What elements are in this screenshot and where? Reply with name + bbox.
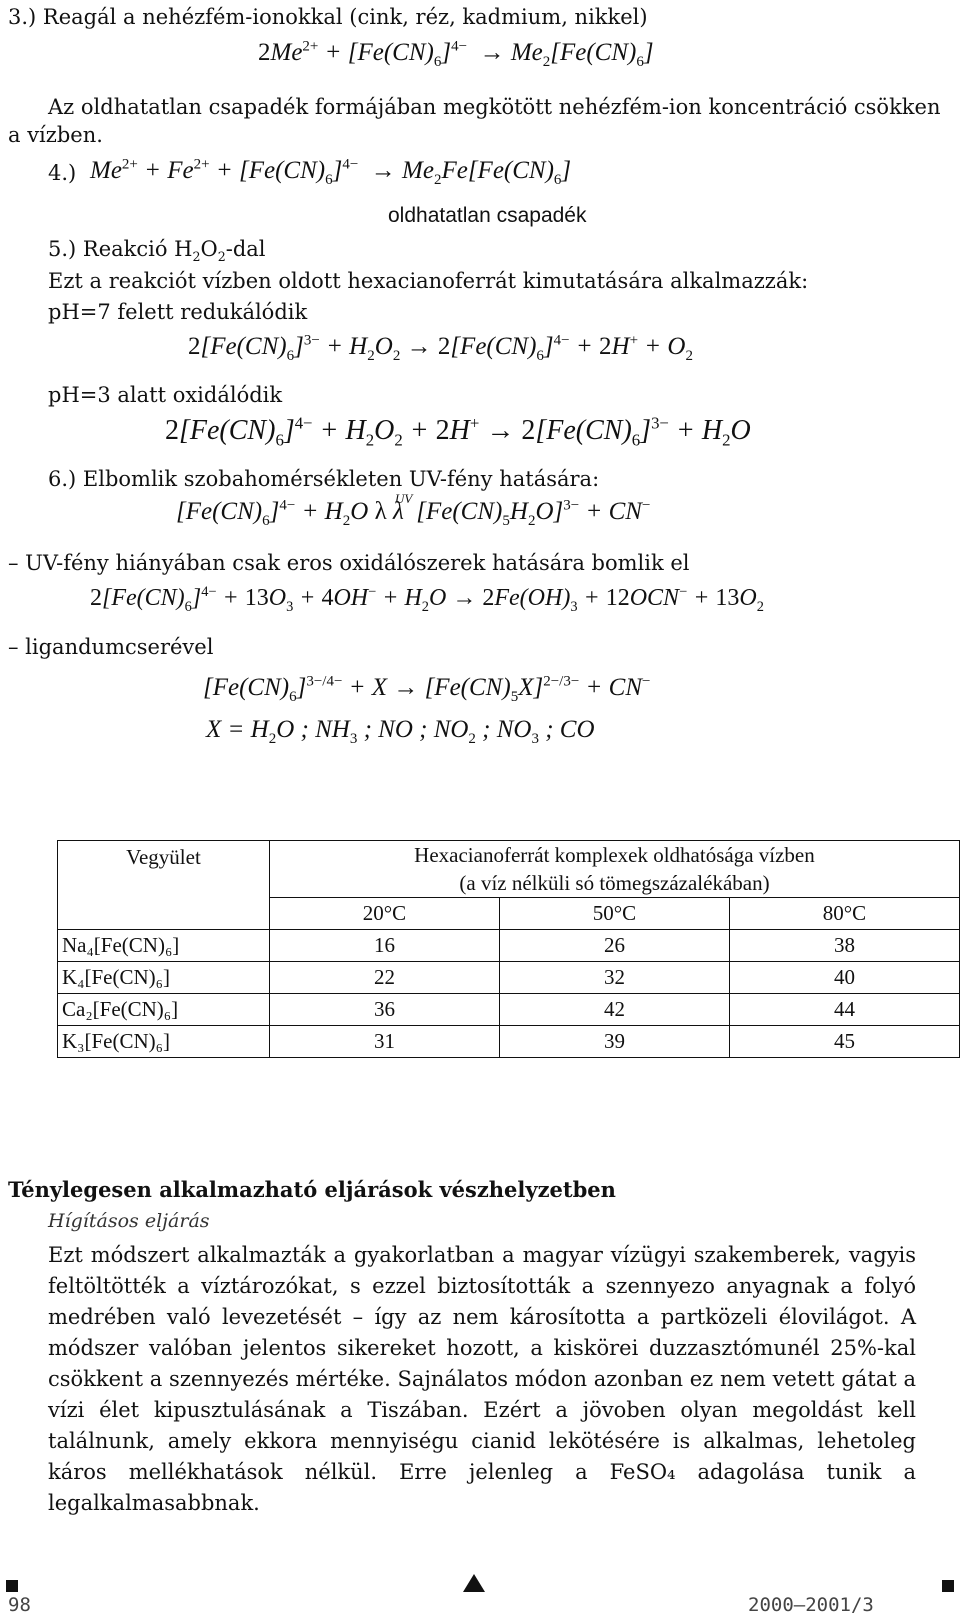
solubility-table <box>57 840 960 1058</box>
section3-text-line1: Az oldhatatlan csapadék formájában megkötött nehézfém-ion koncentráció csökken <box>48 95 941 119</box>
section5-title: 5.) Reakció $H_2O_2$-dal <box>48 237 266 265</box>
table-row <box>58 994 960 1026</box>
section5-line3: pH=3 alatt oxidálódik <box>48 383 283 407</box>
corner-marker <box>6 1580 18 1592</box>
table-header-solubility-note: (a víz nélküli só tömegszázalékában) <box>269 869 959 898</box>
center-marker <box>463 1574 485 1592</box>
section3-title: 3.) Reagál a nehézfém-ionokkal (cink, réz, kadmium, nikkel) <box>8 5 648 29</box>
section4-label: 4.) <box>48 161 77 185</box>
table-row <box>58 930 960 962</box>
section4-note: oldhatatlan csapadék <box>388 204 587 227</box>
table-cell-value: 39 <box>499 1026 729 1058</box>
table-header-temp: 80°C <box>729 898 959 930</box>
corner-marker <box>942 1580 954 1592</box>
equation-mixed-precipitate: $Me^{2+} + Fe^{2+} + [Fe(CN)_6]^{4-} \to Me_2Fe[Fe(CN)_6]$ <box>90 156 572 188</box>
equation-ligand-exchange: $[Fe(CN)_6]^{3-/4-} + X \to [Fe(CN)_5X]^{2-/3-} + CN^-$ <box>203 673 651 705</box>
section6-title: 6.) Elbomlik szobahomérsékleten UV-fény hatására: <box>48 467 600 491</box>
table-cell-compound: K₃[Fe(CN)₆] <box>58 1026 270 1058</box>
table-cell-value: 26 <box>499 930 729 962</box>
table-cell-value: 45 <box>729 1026 959 1058</box>
table-header-solubility: Hexacianoferrát komplexek oldhatósága vízben <box>269 841 959 870</box>
section5-line1: Ezt a reakciót vízben oldott hexacianoferrát kimutatására alkalmazzák: <box>48 269 809 293</box>
section-heading: Ténylegesen alkalmazható eljárások vészhelyzetben <box>8 1177 616 1202</box>
equation-reduction: $2[Fe(CN)_6]^{3-} + H_2O_2 \to 2[Fe(CN)_6]^{4-} + 2H^+ + O_2$ <box>188 332 693 364</box>
body-paragraph-text: Ezt módszert alkalmazták a gyakorlatban a magyar vízügyi szakemberek, vagyis feltöltötték a víztározókat, s ezzel biztosították a szennyezo anyagnak a folyó medrében való levezetését – így az nem károsította a partközeli élovilágot. A módszer valóban jelentos sikereket hozott, a kiskörei duzzasztómunél 25%-kal csökkent a szennyezés mértéke. Sajnálatos módon azonban ez nem vetett gátat a vízi élet kipusztulásának a Tiszában. Ezért a jövoben olyan megoldást kell találnunk, amely ekkora mennyiségu cianid lekötésére is alkalmas, lehetoleg káros mellékhatások nélkül. Erre jelenleg a FeSO₄ adagolása tunik a legalkalmasabbnak. <box>48 1243 916 1515</box>
table-header-temp: 20°C <box>269 898 499 930</box>
section3-text-line2: a vízben. <box>8 123 103 147</box>
equation-heavy-metal: $2Me^{2+} + [Fe(CN)_6]^{4-} \to Me_2[Fe(CN)_6]$ <box>258 38 654 70</box>
table-cell-value: 38 <box>729 930 959 962</box>
table-cell-compound: K₄[Fe(CN)₆] <box>58 962 270 994</box>
equation-uv-decomposition: $[Fe(CN)_6]^{4-} + H_2O$ λ UV λ $[Fe(CN)_5H_2O]^{3-} + CN^-$ <box>176 491 651 529</box>
table-cell-value: 44 <box>729 994 959 1026</box>
table-cell-value: 42 <box>499 994 729 1026</box>
table-row <box>58 1026 960 1058</box>
table-cell-value: 40 <box>729 962 959 994</box>
section-subheading: Hígításos eljárás <box>48 1210 210 1232</box>
table-header-compound: Vegyület <box>58 841 270 930</box>
equation-ligand-list: $X = H_2O$ ; $NH_3$ ; NO ; $NO_2$ ; $NO_3$ ; CO <box>206 716 595 747</box>
table-header-temp: 50°C <box>499 898 729 930</box>
equation-ozone: $2[Fe(CN)_6]^{4-} + 13O_3 + 4OH^- + H_2O \to 2Fe(OH)_3 + 12OCN^- + 13O_2$ <box>90 584 764 615</box>
table-cell-compound: Ca₂[Fe(CN)₆] <box>58 994 270 1026</box>
table-cell-value: 22 <box>269 962 499 994</box>
table-cell-value: 31 <box>269 1026 499 1058</box>
table-cell-value: 16 <box>269 930 499 962</box>
equation-oxidation: $2[Fe(CN)_6]^{4-} + H_2O_2 + 2H^+ \to 2[Fe(CN)_6]^{3-} + H_2O$ <box>165 413 751 450</box>
issue-number: 2000–2001/3 <box>748 1594 874 1616</box>
section5-line2: pH=7 felett redukálódik <box>48 300 308 324</box>
table-cell-compound: Na₄[Fe(CN)₆] <box>58 930 270 962</box>
page-number: 98 <box>8 1594 31 1616</box>
table-row <box>58 962 960 994</box>
table-cell-value: 36 <box>269 994 499 1026</box>
section6-uv-text: – UV-fény hiányában csak eros oxidálószerek hatására bomlik el <box>8 551 690 575</box>
section6-ligand-text: – ligandumcserével <box>8 635 214 659</box>
table-cell-value: 32 <box>499 962 729 994</box>
